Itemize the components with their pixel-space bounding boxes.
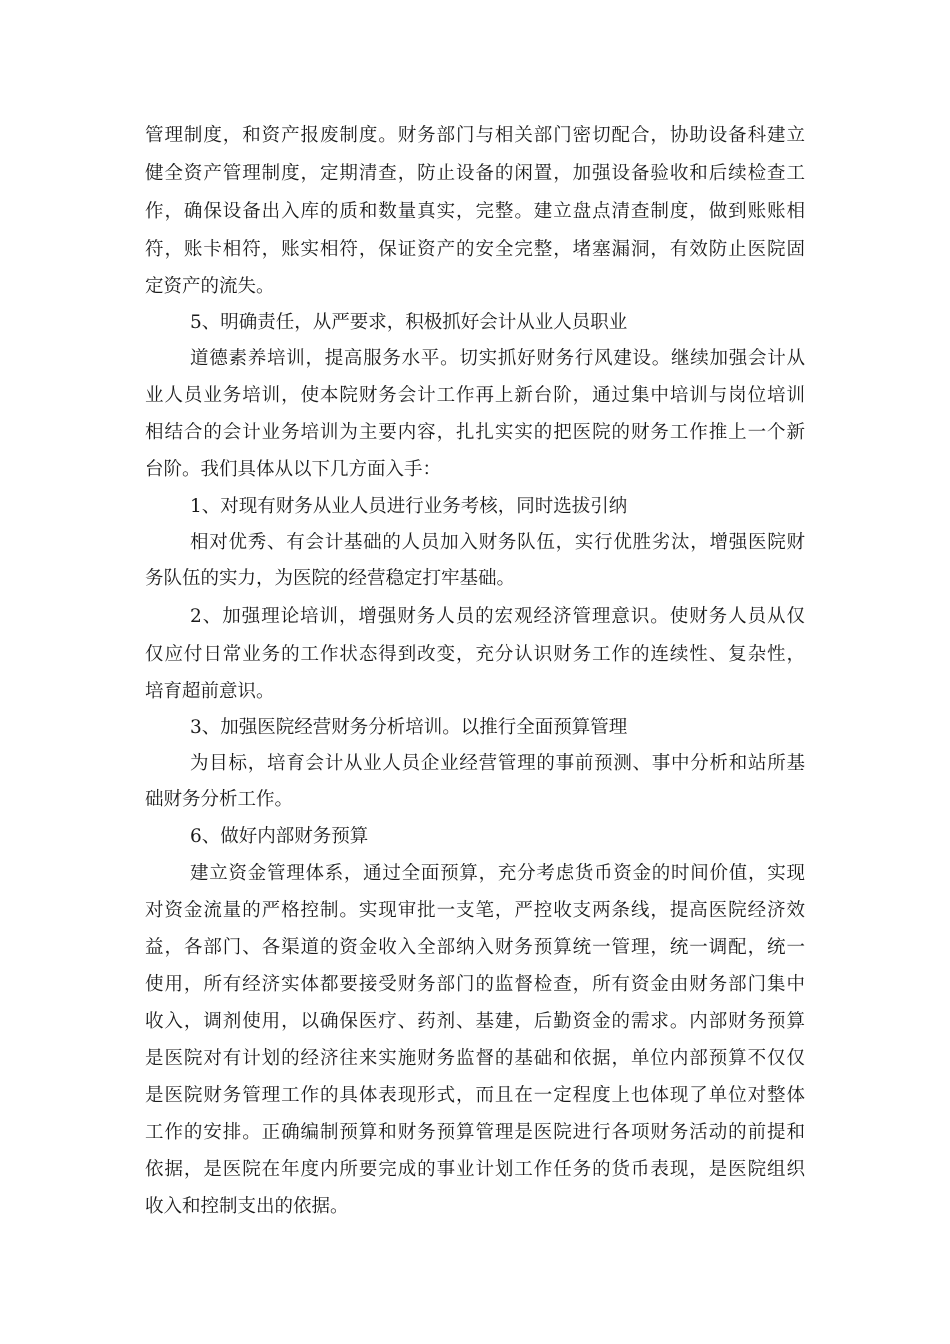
text-line: 相结合的会计业务培训为主要内容，扎扎实实的把医院的财务工作推上一个新 — [145, 422, 805, 443]
section-heading: 6、做好内部财务预算 — [190, 826, 369, 847]
text-line: 收入和控制支出的依据。 — [145, 1196, 349, 1217]
list-heading: 3、加强医院经营财务分析培训。以推行全面预算管理 — [190, 717, 628, 738]
list-item: 2、加强理论培训，增强财务人员的宏观经济管理意识。使财务人员从仅 — [190, 606, 805, 627]
text-line: 为目标，培育会计从业人员企业经营管理的事前预测、事中分析和站所基 — [190, 753, 805, 774]
text-line: 益，各部门、各渠道的资金收入全部纳入财务预算统一管理，统一调配，统一 — [145, 937, 805, 958]
text-line: 对资金流量的严格控制。实现审批一支笔，严控收支两条线，提高医院经济效 — [145, 900, 805, 921]
text-line: 管理制度，和资产报废制度。财务部门与相关部门密切配合，协助设备科建立 — [145, 125, 805, 146]
text-line: 定资产的流失。 — [145, 276, 275, 297]
text-line: 务队伍的实力，为医院的经营稳定打牢基础。 — [145, 568, 516, 589]
text-line: 健全资产管理制度，定期清查，防止设备的闲置，加强设备验收和后续检查工 — [145, 163, 805, 184]
text-line: 工作的安排。正确编制预算和财务预算管理是医院进行各项财务活动的前提和 — [145, 1122, 805, 1143]
text-line: 础财务分析工作。 — [145, 789, 294, 810]
text-line: 台阶。我们具体从以下几方面入手： — [145, 459, 442, 480]
section-heading: 5、明确责任，从严要求，积极抓好会计从业人员职业 — [190, 312, 628, 333]
text-line: 是医院财务管理工作的具体表现形式，而且在一定程度上也体现了单位对整体 — [145, 1085, 805, 1106]
list-heading: 1、对现有财务从业人员进行业务考核，同时选拔引纳 — [190, 496, 628, 517]
text-line: 建立资金管理体系，通过全面预算，充分考虑货币资金的时间价值，实现 — [190, 863, 805, 884]
text-line: 是医院对有计划的经济往来实施财务监督的基础和依据，单位内部预算不仅仅 — [145, 1048, 805, 1069]
text-line: 相对优秀、有会计基础的人员加入财务队伍，实行优胜劣汰，增强医院财 — [190, 532, 805, 553]
text-line: 收入，调剂使用，以确保医疗、药剂、基建，后勤资金的需求。内部财务预算 — [145, 1011, 805, 1032]
text-line: 道德素养培训，提高服务水平。切实抓好财务行风建设。继续加强会计从 — [190, 348, 805, 369]
text-line: 作，确保设备出入库的质和数量真实，完整。建立盘点清查制度，做到账账相 — [145, 201, 805, 222]
text-line: 符，账卡相符，账实相符，保证资产的安全完整，堵塞漏洞，有效防止医院固 — [145, 239, 805, 260]
text-line: 业人员业务培训，使本院财务会计工作再上新台阶，通过集中培训与岗位培训 — [145, 385, 805, 406]
text-line: 使用，所有经济实体都要接受财务部门的监督检查，所有资金由财务部门集中 — [145, 974, 805, 995]
text-line: 依据，是医院在年度内所要完成的事业计划工作任务的货币表现，是医院组织 — [145, 1159, 805, 1180]
text-line: 培育超前意识。 — [145, 681, 275, 702]
text-line: 仅应付日常业务的工作状态得到改变，充分认识财务工作的连续性、复杂性， — [145, 644, 805, 665]
